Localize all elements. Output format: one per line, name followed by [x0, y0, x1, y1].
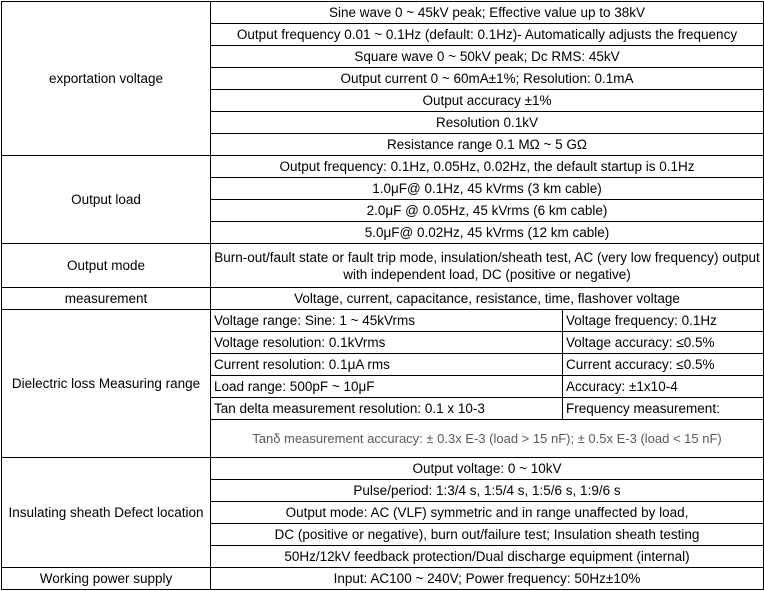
spec-value: Square wave 0 ~ 50kV peak; Dc RMS: 45kV — [211, 46, 764, 68]
spec-value: Burn-out/fault state or fault trip mode, insulation/sheath test, AC (very low frequency) output with independent load, DC (positive or negative) — [211, 244, 764, 288]
spec-value-right: Accuracy: ±1x10-4 — [563, 376, 764, 398]
spec-value: Output accuracy ±1% — [211, 90, 764, 112]
spec-value: Pulse/period: 1:3/4 s, 1:5/4 s, 1:5/6 s, 1:9/6 s — [211, 480, 764, 502]
spec-value-left: Voltage resolution: 0.1kVrms — [211, 332, 563, 354]
spec-value-left: Load range: 500pF ~ 10μF — [211, 376, 563, 398]
spec-value-right: Voltage frequency: 0.1Hz — [563, 310, 764, 332]
spec-value-right: Current accuracy: ≤0.5% — [563, 354, 764, 376]
row-label-dielectric-loss: Dielectric loss Measuring range — [2, 310, 211, 458]
spec-value: Output frequency: 0.1Hz, 0.05Hz, 0.02Hz, the default startup is 0.1Hz — [211, 156, 764, 178]
row-label-sheath-defect: Insulating sheath Defect location — [2, 458, 211, 568]
spec-value: Resistance range 0.1 MΩ ~ 5 GΩ — [211, 134, 764, 156]
spec-value: Output frequency 0.01 ~ 0.1Hz (default: 0.1Hz)- Automatically adjusts the frequency — [211, 24, 764, 46]
row-label-exportation-voltage: exportation voltage — [2, 2, 211, 156]
spec-value-left: Tan delta measurement resolution: 0.1 x 10-3 — [211, 398, 563, 420]
row-label-output-load: Output load — [2, 156, 211, 244]
spec-value: Output voltage: 0 ~ 10kV — [211, 458, 764, 480]
spec-table — [1, 1, 764, 590]
row-label-measurement: measurement — [2, 288, 211, 310]
spec-value: 2.0μF @ 0.05Hz, 45 kVrms (6 km cable) — [211, 200, 764, 222]
spec-value-left: Voltage range: Sine: 1 ~ 45kVrms — [211, 310, 563, 332]
spec-value: 5.0μF@ 0.02Hz, 45 kVrms (12 km cable) — [211, 222, 764, 244]
spec-value: 1.0μF@ 0.1Hz, 45 kVrms (3 km cable) — [211, 178, 764, 200]
row-label-power-supply: Working power supply — [2, 568, 211, 590]
spec-value-right: Frequency measurement: — [563, 398, 764, 420]
spec-value: Output current 0 ~ 60mA±1%; Resolution: 0.1mA — [211, 68, 764, 90]
spec-value: 50Hz/12kV feedback protection/Dual discharge equipment (internal) — [211, 546, 764, 568]
spec-value-left: Current resolution: 0.1μA rms — [211, 354, 563, 376]
spec-value: Resolution 0.1kV — [211, 112, 764, 134]
spec-value: Sine wave 0 ~ 45kV peak; Effective value up to 38kV — [211, 2, 764, 24]
spec-value: Voltage, current, capacitance, resistance, time, flashover voltage — [211, 288, 764, 310]
tan-delta-accuracy: Tanδ measurement accuracy: ± 0.3x E-3 (load > 15 nF); ± 0.5x E-3 (load < 15 nF) — [211, 420, 764, 458]
spec-value: Output mode: AC (VLF) symmetric and in range unaffected by load, — [211, 502, 764, 524]
spec-value: DC (positive or negative), burn out/failure test; Insulation sheath testing — [211, 524, 764, 546]
spec-value: Input: AC100 ~ 240V; Power frequency: 50Hz±10% — [211, 568, 764, 590]
row-label-output-mode: Output mode — [2, 244, 211, 288]
spec-value-right: Voltage accuracy: ≤0.5% — [563, 332, 764, 354]
